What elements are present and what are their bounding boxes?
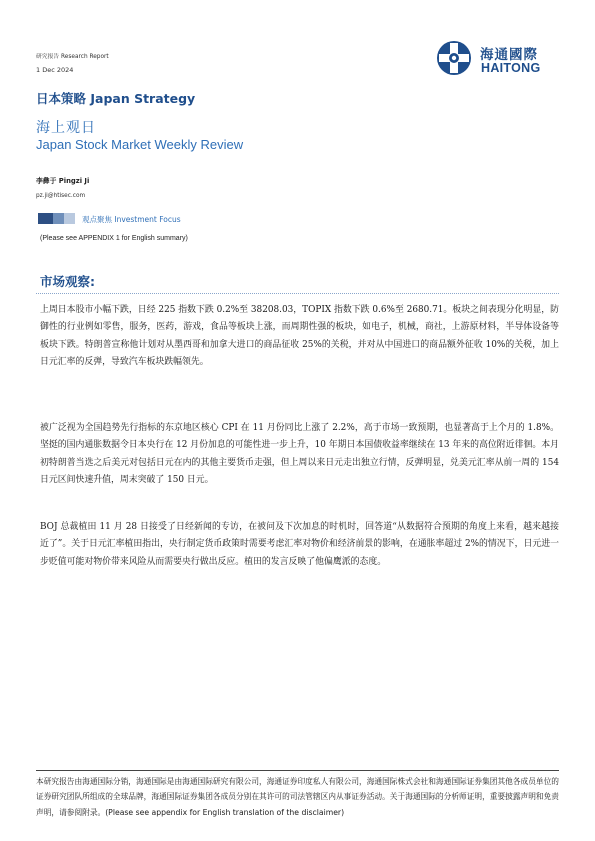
author-email[interactable]: pz.ji@htisec.com <box>36 193 86 199</box>
focus-bar-light <box>64 213 75 224</box>
section-divider <box>36 293 559 294</box>
haitong-logo-mark-icon <box>436 40 472 76</box>
page-title-cn: 海上观日 <box>36 120 96 136</box>
footer-disclaimer: 本研究报告由海通国际分销，海通国际是由海通国际研究有限公司，海通证券印度私人有限公司，海通国际株式会社和海通国际证券集团其他各成员单位的证券研究团队所组成的全球品牌，海通国际证券集团各成员分别在其许可的司法管辖区内从事证券活动。关于海通国际的分析师证明，重要披露声明和免责声明，请参阅附录。(Please see appendix for English translation of the disclaimer) <box>36 777 559 817</box>
doc-type: 研究报告 Research Report <box>36 54 109 60</box>
author-name: 李彝于 Pingzi Ji <box>36 177 90 185</box>
logo-text-cn: 海通國際 <box>480 47 538 63</box>
page-title-en: Japan Stock Market Weekly Review <box>36 137 244 152</box>
series-title: 日本策略 Japan Strategy <box>36 91 196 106</box>
section-heading: 市场观察: <box>40 274 95 289</box>
appendix-note: (Please see APPENDIX 1 for English summary) <box>40 235 188 242</box>
paragraph-cpi-yen: 被广泛视为全国趋势先行指标的东京地区核心 CPI 在 11 月份同比上涨了 2.2%，高于市场一致预期，也显著高于上个月的 1.8%。坚挺的国内通胀数据令日本央行在 12 月份加息的可能性进一步上升，10 年期日本国债收益率继续在 13 年来的高位附近徘徊。本月初特朗普当选之后美元对包括日元在内的其他主要货币走强，但上周以来日元走出独立行情，反弹明显，兑美元汇率从前一周的 154 日元区间快速升值，周末突破了 150 日元。 <box>40 423 559 485</box>
haitong-logo <box>436 40 566 80</box>
doc-date: 1 Dec 2024 <box>36 66 74 74</box>
investment-focus <box>38 212 338 226</box>
focus-color-bar <box>38 213 75 224</box>
focus-bar-dark <box>38 213 53 224</box>
footer-divider <box>36 770 559 771</box>
paragraph-market-overview: 上周日本股市小幅下跌，日经 225 指数下跌 0.2%至 38208.03，TOPIX 指数下跌 0.6%至 2680.71。板块之间表现分化明显，防御性的行业例如零售，服务，医药，游戏，食品等板块上涨，而周期性强的板块，如电子，机械，商社，上游原材料，半导体设备等板块下跌。特朗普宣称他计划对从墨西哥和加拿大进口的商品征收 25%的关税，并对从中国进口的商品额外征收 10%的关税，加上日元汇率的反弹，导致汽车板块跌幅领先。 <box>40 305 559 367</box>
focus-label: 观点聚焦 Investment Focus <box>82 215 181 224</box>
logo-text-en: HAITONG <box>481 61 541 75</box>
focus-bar-mid <box>53 213 64 224</box>
paragraph-boj: BOJ 总裁植田 11 月 28 日接受了日经新闻的专访，在被问及下次加息的时机时，回答道“从数据符合预期的角度上来看，越来越接近了”。关于日元汇率植田指出，央行制定货币政策时需要考虑汇率对物价和经济前景的影响，在通胀率超过 2%的情况下，日元进一步贬值可能对物价带来风险从而需要央行做出反应。植田的发言反映了他偏鹰派的态度。 <box>40 522 559 567</box>
